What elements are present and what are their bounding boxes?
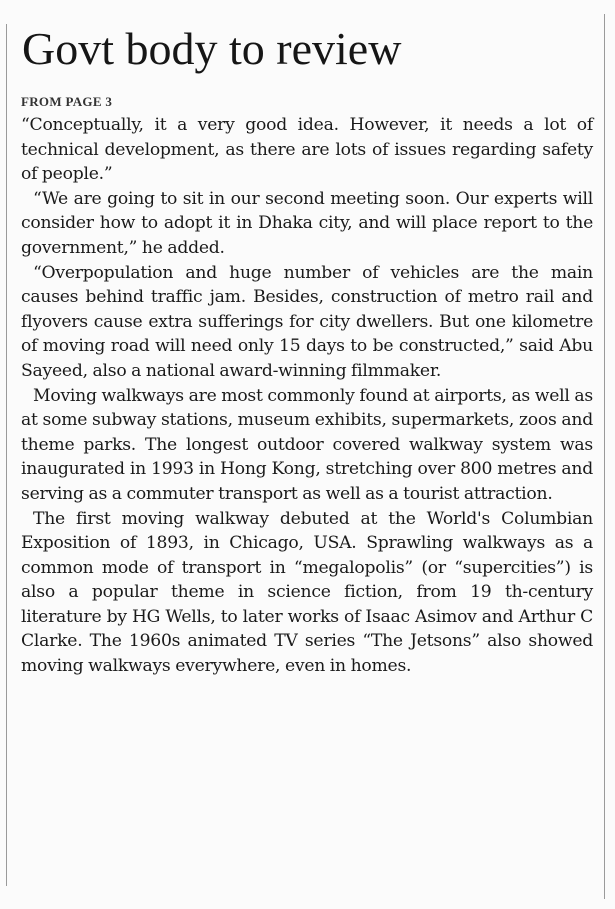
paragraph-1: “Conceptually, it a very good idea. However, it needs a lot of technical development, as there are lots of issues regarding safety of people.” [21,115,593,185]
headline: Govt body to review [22,23,402,74]
continuation-label: FROM PAGE 3 [21,94,113,109]
article-body [21,113,593,679]
paragraph-5: The first moving walkway debuted at the World's Columbian Exposition of 1893, in Chicago, USA. Sprawling walkways as a common mode of transport in “megalopolis” (or “supercities”) is also a popular theme in science fiction, from 19 th-century literature by HG Wells, to later works of Isaac Asimov and Arthur C Clarke. The 1960s animated TV series “The Jetsons” also showed moving walkways everywhere, even in homes. [21,508,593,677]
column-rule-left [6,24,7,886]
paragraph-4: Moving walkways are most commonly found at airports, as well as at some subway stations, museum exhibits, supermarkets, zoos and theme parks. The longest outdoor covered walkway system was inaugurated in 1993 in Hong Kong, stretching over 800 metres and serving as a commuter transport as well as a tourist attraction. [21,385,593,504]
column-rule-right [604,14,605,899]
paragraph-2: “We are going to sit in our second meeting soon. Our experts will consider how to adopt it in Dhaka city, and will place report to the government,” he added. [21,188,593,258]
paragraph-3: “Overpopulation and huge number of vehicles are the main causes behind traffic jam. Besides, construction of metro rail and flyovers cause extra sufferings for city dwellers. But one kilometre of moving road will need only 15 days to be constructed,” said Abu Sayeed, also a national award-winning filmmaker. [21,262,593,381]
